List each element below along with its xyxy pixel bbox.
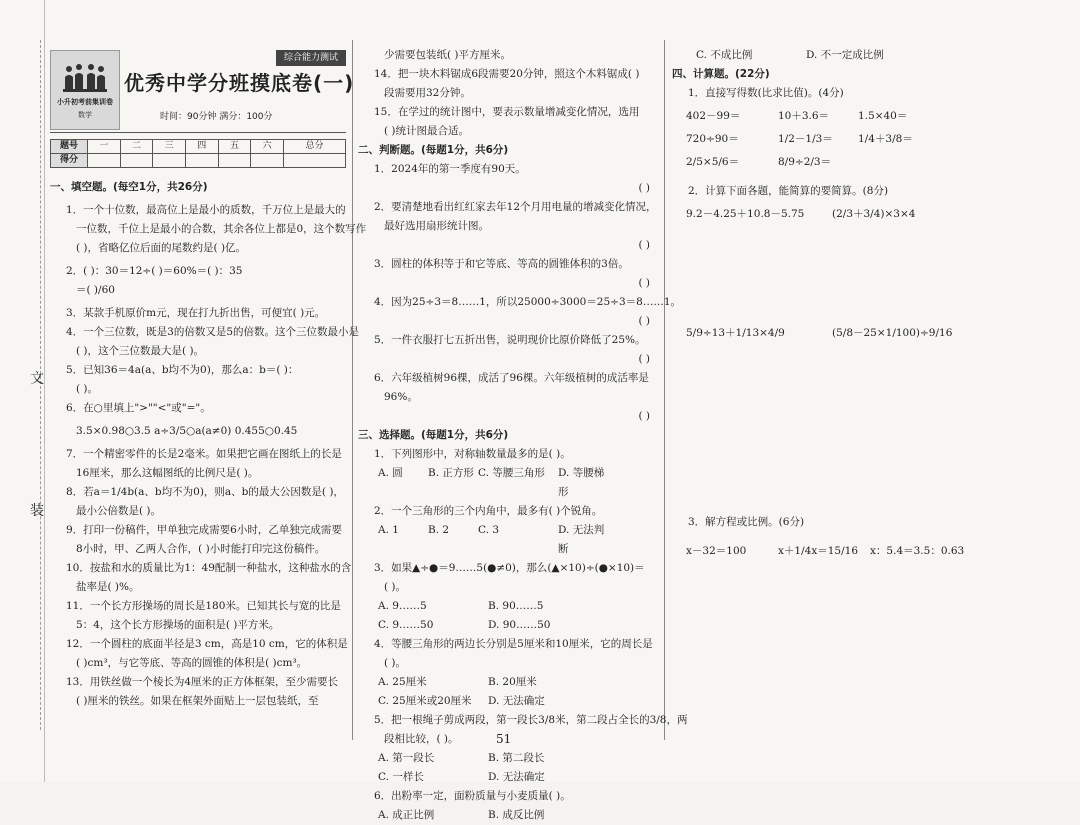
score-header-row xyxy=(51,140,346,154)
page-number: 51 xyxy=(496,732,512,746)
score-cell: 一 xyxy=(88,140,121,154)
score-cell: 得分 xyxy=(51,154,88,168)
calc-part-title: 2．计算下面各题，能简算的要简算。(8分) xyxy=(688,185,889,197)
score-cell: 三 xyxy=(153,140,186,154)
option[interactable]: A. 9……5 xyxy=(378,600,427,612)
choice-question: 6．出粉率一定，面粉质量与小麦质量( )。 xyxy=(374,790,571,802)
time-info: 时间：90分钟 满分：100分 xyxy=(160,112,273,122)
option[interactable]: A. 第一段长 xyxy=(378,752,435,764)
margin-char-2: 装 xyxy=(30,503,44,519)
choice-question: 4．等腰三角形的两边长分别是5厘米和10厘米，它的周长是 xyxy=(374,638,653,650)
question-line: ( )，省略亿位后面的尾数约是( )亿。 xyxy=(76,242,247,254)
calc-item: 8/9÷2/3＝ xyxy=(778,156,832,168)
question-line: 16厘米，那么这幅图纸的比例尺是( )。 xyxy=(76,467,259,479)
calc-item: 1/4＋3/8＝ xyxy=(858,133,913,145)
choice-options xyxy=(358,673,658,692)
option[interactable]: C. 不成比例 xyxy=(696,49,753,61)
calc-row xyxy=(672,130,1052,149)
calc-part-title: 1．直接写得数(比求比值)。(4分) xyxy=(688,87,844,99)
score-input-cell[interactable] xyxy=(251,154,284,168)
judge-item: 1．2024年的第一季度有90天。 xyxy=(374,163,526,175)
score-cell: 六 xyxy=(251,140,284,154)
question-line: ＝( )/60 xyxy=(76,284,115,296)
section-title-calc: 四、计算题。(22分) xyxy=(672,68,770,80)
calc-row xyxy=(672,542,1052,561)
score-input-cell[interactable] xyxy=(153,154,186,168)
choice-options xyxy=(358,616,658,635)
score-cell: 四 xyxy=(185,140,218,154)
judge-item: 96%。 xyxy=(384,391,418,403)
choice-question: ( )。 xyxy=(384,657,407,669)
choice-options xyxy=(358,692,658,711)
question-line: ( )，这个三位数最大是( )。 xyxy=(76,345,205,357)
option[interactable]: A. 成正比例 xyxy=(378,809,435,821)
question-line: 9．打印一份稿件，甲单独完成需要6小时，乙单独完成需要 xyxy=(66,524,342,536)
series-logo xyxy=(50,50,120,130)
judge-item: 2．要清楚地看出红红家去年12个月用电量的增减变化情况， xyxy=(374,201,657,213)
choice-question: 5．把一根绳子剪成两段，第一段长3/8米，第二段占全长的3/8，两 xyxy=(374,714,688,726)
choice-question: 3．如果▲÷●＝9……5(●≠0)，那么(▲×10)÷(●×10)＝ xyxy=(374,562,645,574)
question-line: 12．一个圆柱的底面半径是3 cm，高是10 cm，它的体积是 xyxy=(66,638,348,650)
calc-item: 9.2－4.25＋10.8－5.75 xyxy=(686,208,805,220)
option[interactable]: B. 第二段长 xyxy=(488,752,545,764)
logo-text-series: 小升初考前集训卷 xyxy=(57,97,113,106)
calc-item: 5/9÷13＋1/13×4/9 xyxy=(686,327,785,339)
score-input-cell[interactable] xyxy=(218,154,251,168)
option[interactable]: A. 圆 xyxy=(378,467,403,479)
score-input-cell[interactable] xyxy=(283,154,345,168)
score-input-cell[interactable] xyxy=(120,154,153,168)
score-table xyxy=(50,139,346,168)
calc-item: x－32＝100 xyxy=(686,545,747,557)
question-line: 10．按盐和水的质量比为1：49配制一种盐水，这种盐水的含 xyxy=(66,562,352,574)
calc-item: 402－99＝ xyxy=(686,110,741,122)
people-icon xyxy=(61,63,109,93)
option[interactable]: A. 1 xyxy=(378,524,399,536)
question-line: 5：4，这个长方形操场的面积是( )平方米。 xyxy=(76,619,280,631)
question-line: 6．在○里填上">""<"或"="。 xyxy=(66,402,211,414)
question-line: 4．一个三位数，既是3的倍数又是5的倍数。这个三位数最小是 xyxy=(66,326,360,338)
question-line: ( )cm³，与它等底、等高的圆锥的体积是( )cm³。 xyxy=(76,657,308,669)
question-line: 少需要包装纸( )平方厘米。 xyxy=(384,49,512,61)
judge-item: 4．因为25÷3＝8……1，所以25000÷3000＝25÷3＝8……1。 xyxy=(374,296,682,308)
question-line: 1．一个十位数，最高位上是最小的质数，千万位上是最大的 xyxy=(66,204,346,216)
choice-options xyxy=(358,749,658,768)
option[interactable]: C. 一样长 xyxy=(378,771,424,783)
answer-paren[interactable]: ( ) xyxy=(638,239,650,251)
option[interactable]: B. 2 xyxy=(428,524,450,536)
option[interactable]: C. 等腰三角形 xyxy=(478,467,545,479)
judge-item: 最好选用扇形统计图。 xyxy=(384,220,489,232)
section-title-judge: 二、判断题。(每题1分，共6分) xyxy=(358,144,509,156)
choice-options xyxy=(358,464,658,502)
option[interactable]: D. 90……50 xyxy=(488,619,551,631)
answer-paren[interactable]: ( ) xyxy=(638,182,650,194)
question-line: 7．一个精密零件的长是2毫米。如果把它画在图纸上的长是 xyxy=(66,448,342,460)
judge-item: 3．圆柱的体积等于和它等底、等高的圆锥体积的3倍。 xyxy=(374,258,629,270)
question-line: 2．( )：30＝12÷( )＝60%＝( )：35 xyxy=(66,265,243,277)
score-cell: 五 xyxy=(218,140,251,154)
question-line: 段需要用32分钟。 xyxy=(384,87,471,99)
choice-question: 1．下列图形中，对称轴数量最多的是( )。 xyxy=(374,448,571,460)
choice-question: 2．一个三角形的三个内角中，最多有( )个锐角。 xyxy=(374,505,603,517)
score-cell: 二 xyxy=(120,140,153,154)
calc-item: 720÷90＝ xyxy=(686,133,739,145)
score-cell: 题号 xyxy=(51,140,88,154)
option[interactable]: B. 20厘米 xyxy=(488,676,537,688)
question-line: 11．一个长方形操场的周长是180米。已知其长与宽的比是 xyxy=(66,600,341,612)
margin-char-1: 文 xyxy=(30,371,44,387)
option[interactable]: C. 25厘米或20厘米 xyxy=(378,695,472,707)
choice-question: 段相比较，( )。 xyxy=(384,733,459,745)
exam-header xyxy=(50,50,355,133)
column-1 xyxy=(50,50,367,711)
column-divider-2 xyxy=(664,40,665,740)
answer-paren[interactable]: ( ) xyxy=(638,277,650,289)
calc-row xyxy=(672,107,1052,126)
option[interactable]: C. 3 xyxy=(478,524,500,536)
column-divider-1 xyxy=(352,40,353,740)
calc-item: (5/8－25×1/100)÷9/16 xyxy=(832,327,953,339)
question-line: 14．把一块木料锯成6段需要20分钟，照这个木料锯成( ) xyxy=(374,68,640,80)
option[interactable]: D. 等腰梯形 xyxy=(558,467,605,498)
calc-part-title: 3．解方程或比例。(6分) xyxy=(688,516,805,528)
section-title-choice: 三、选择题。(每题1分，共6分) xyxy=(358,429,509,441)
column-2 xyxy=(358,46,688,825)
answer-paren[interactable]: ( ) xyxy=(638,315,650,327)
option[interactable]: C. 9……50 xyxy=(378,619,434,631)
calc-row xyxy=(672,153,1052,172)
score-input-cell[interactable] xyxy=(185,154,218,168)
question-line: 3．某款手机原价m元，现在打九折出售，可便宜( )元。 xyxy=(66,307,326,319)
question-line: 3.5×0.98○3.5 a÷3/5○a(a≠0) 0.455○0.45 xyxy=(76,425,298,437)
calc-item: x＋1/4x＝15/16 xyxy=(778,545,859,557)
calc-item: 1/2－1/3＝ xyxy=(778,133,833,145)
exam-title: 优秀中学分班摸底卷(一) xyxy=(124,71,355,95)
option[interactable]: B. 90……5 xyxy=(488,600,544,612)
question-line: 盐率是( )%。 xyxy=(76,581,140,593)
question-line: 15．在学过的统计图中，要表示数量增减变化情况，选用 xyxy=(374,106,640,118)
option[interactable]: D. 无法判断 xyxy=(558,524,605,555)
choice-options xyxy=(358,768,658,787)
choice-question: ( )。 xyxy=(384,581,407,593)
logo-text-subject: 数学 xyxy=(78,111,92,119)
question-line: 5．已知36＝4a(a、b均不为0)，那么a：b＝( )： xyxy=(66,364,299,376)
choice-options xyxy=(672,46,1052,65)
option[interactable]: D. 无法确定 xyxy=(488,771,545,783)
question-line: 一位数，千位上是最小的合数，其余各位上都是0，这个数写作 xyxy=(76,223,367,235)
answer-paren[interactable]: ( ) xyxy=(638,353,650,365)
choice-options xyxy=(358,521,658,559)
column-3 xyxy=(672,46,1052,561)
score-input-cell[interactable] xyxy=(88,154,121,168)
judge-item: 6．六年级植树96棵，成活了96棵。六年级植树的成活率是 xyxy=(374,372,649,384)
calc-row xyxy=(672,324,1052,343)
calc-row xyxy=(672,205,1052,224)
calc-item: 2/5×5/6＝ xyxy=(686,156,740,168)
judge-item: 5．一件衣服打七五折出售，说明现价比原价降低了25%。 xyxy=(374,334,646,346)
calc-item: x：5.4＝3.5：0.63 xyxy=(870,545,965,557)
question-line: 最小公倍数是( )。 xyxy=(76,505,162,517)
choice-options xyxy=(358,806,658,825)
choice-options xyxy=(358,597,658,616)
score-cell: 总分 xyxy=(283,140,345,154)
question-line: ( )统计图最合适。 xyxy=(384,125,470,137)
option[interactable]: D. 无法确定 xyxy=(488,695,545,707)
section-title-fill: 一、填空题。(每空1分，共26分) xyxy=(50,181,208,193)
calc-item: (2/3＋3/4)×3×4 xyxy=(832,208,916,220)
question-line: 8．若a＝1/4b(a、b均不为0)，则a、b的最大公因数是( )， xyxy=(66,486,344,498)
option[interactable]: D. 不一定成比例 xyxy=(806,49,884,61)
calc-item: 1.5×40＝ xyxy=(858,110,908,122)
option[interactable]: B. 成反比例 xyxy=(488,809,545,821)
header-tag: 综合能力测试 xyxy=(276,50,346,66)
binding-margin xyxy=(0,0,45,782)
question-line: ( )厘米的铁丝。如果在框架外面贴上一层包装纸，至 xyxy=(76,695,319,707)
score-value-row xyxy=(51,154,346,168)
answer-paren[interactable]: ( ) xyxy=(638,410,650,422)
question-line: 8小时，甲、乙两人合作，( )小时能打印完这份稿件。 xyxy=(76,543,326,555)
calc-item: 10＋3.6＝ xyxy=(778,110,830,122)
question-line: 13．用铁丝做一个棱长为4厘米的正方体框架，至少需要长 xyxy=(66,676,339,688)
option[interactable]: A. 25厘米 xyxy=(378,676,427,688)
question-line: ( )。 xyxy=(76,383,99,395)
option[interactable]: B. 正方形 xyxy=(428,467,474,479)
